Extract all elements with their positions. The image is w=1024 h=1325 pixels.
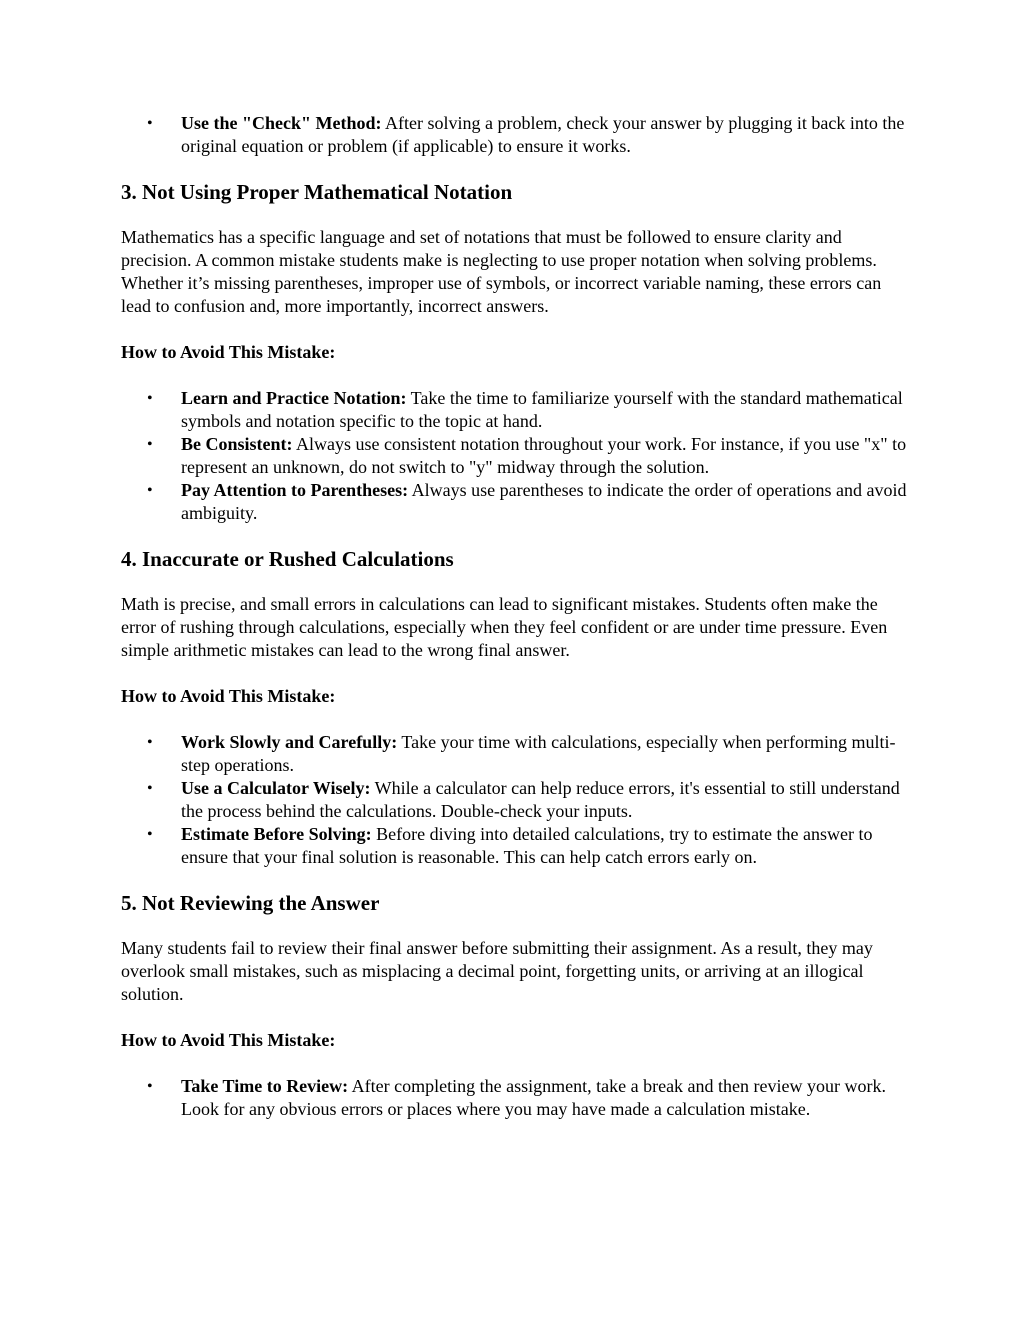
bullet-icon: • (147, 482, 153, 499)
list-item-text: Take your time with calculations, especially when performing multi-step operations. (181, 732, 896, 775)
howto-label: How to Avoid This Mistake: (121, 686, 336, 706)
document-page (121, 112, 911, 1121)
list-item-term: Take Time to Review: (181, 1076, 349, 1096)
list-item-text: Take the time to familiarize yourself with the standard mathematical symbols and notation specific to the topic at hand. (181, 388, 903, 431)
intro-list (121, 112, 911, 158)
section-heading: 3. Not Using Proper Mathematical Notation (121, 180, 513, 204)
bullet-icon: • (147, 436, 153, 453)
section-heading: 5. Not Reviewing the Answer (121, 891, 380, 915)
section-paragraph: Mathematics has a specific language and set of notations that must be followed to ensure clarity and precision. A common mistake students make is neglecting to use proper notation when solving problems. Whether it’s missing parentheses, improper use of symbols, or incorrect variable naming, these errors can lead to confusion and, more importantly, incorrect answers. (121, 227, 882, 316)
list-item-term: Learn and Practice Notation: (181, 388, 407, 408)
list-item-term: Use a Calculator Wisely: (181, 778, 371, 798)
section-paragraph: Many students fail to review their final answer before submitting their assignment. As a result, they may overlook small mistakes, such as misplacing a decimal point, forgetting units, or arriving at an illogical solution. (121, 938, 873, 1004)
list-item (121, 823, 911, 869)
list-item-text: After solving a problem, check your answer by plugging it back into the original equation or problem (if applicable) to ensure it works. (181, 113, 905, 156)
list-item (121, 387, 911, 433)
list-item-term: Be Consistent: (181, 434, 293, 454)
list-item (121, 777, 911, 823)
bullet-icon: • (147, 826, 153, 843)
list-item-term: Estimate Before Solving: (181, 824, 372, 844)
howto-label: How to Avoid This Mistake: (121, 1030, 336, 1050)
list-item-term: Work Slowly and Carefully: (181, 732, 398, 752)
list-item (121, 433, 911, 479)
list-item-text: While a calculator can help reduce errors, it's essential to still understand the process behind the calculations. Double-check your inputs. (181, 778, 900, 821)
list-item (121, 1075, 911, 1121)
bullet-icon: • (147, 115, 153, 132)
bullet-icon: • (147, 390, 153, 407)
list-item-text: Always use parentheses to indicate the order of operations and avoid ambiguity. (181, 480, 907, 523)
bullet-icon: • (147, 1078, 153, 1095)
bullet-icon: • (147, 780, 153, 797)
list-item (121, 112, 911, 158)
list-item (121, 731, 911, 777)
list-item (121, 479, 911, 525)
tips-list (121, 387, 911, 525)
howto-label: How to Avoid This Mistake: (121, 342, 336, 362)
list-item-term: Pay Attention to Parentheses: (181, 480, 409, 500)
list-item-text: After completing the assignment, take a break and then review your work. Look for any obvious errors or places where you may have made a calculation mistake. (181, 1076, 887, 1119)
section-paragraph: Math is precise, and small errors in calculations can lead to significant mistakes. Students often make the error of rushing through calculations, especially when they feel confident or are under time pressure. Even simple arithmetic mistakes can lead to the wrong final answer. (121, 594, 888, 660)
list-item-term: Use the "Check" Method: (181, 113, 382, 133)
list-item-text: Always use consistent notation throughout your work. For instance, if you use "x" to represent an unknown, do not switch to "y" midway through the solution. (181, 434, 907, 477)
bullet-icon: • (147, 734, 153, 751)
section-heading: 4. Inaccurate or Rushed Calculations (121, 547, 454, 571)
tips-list (121, 1075, 911, 1121)
tips-list (121, 731, 911, 869)
list-item-text: Before diving into detailed calculations, try to estimate the answer to ensure that your final solution is reasonable. This can help catch errors early on. (181, 824, 873, 867)
